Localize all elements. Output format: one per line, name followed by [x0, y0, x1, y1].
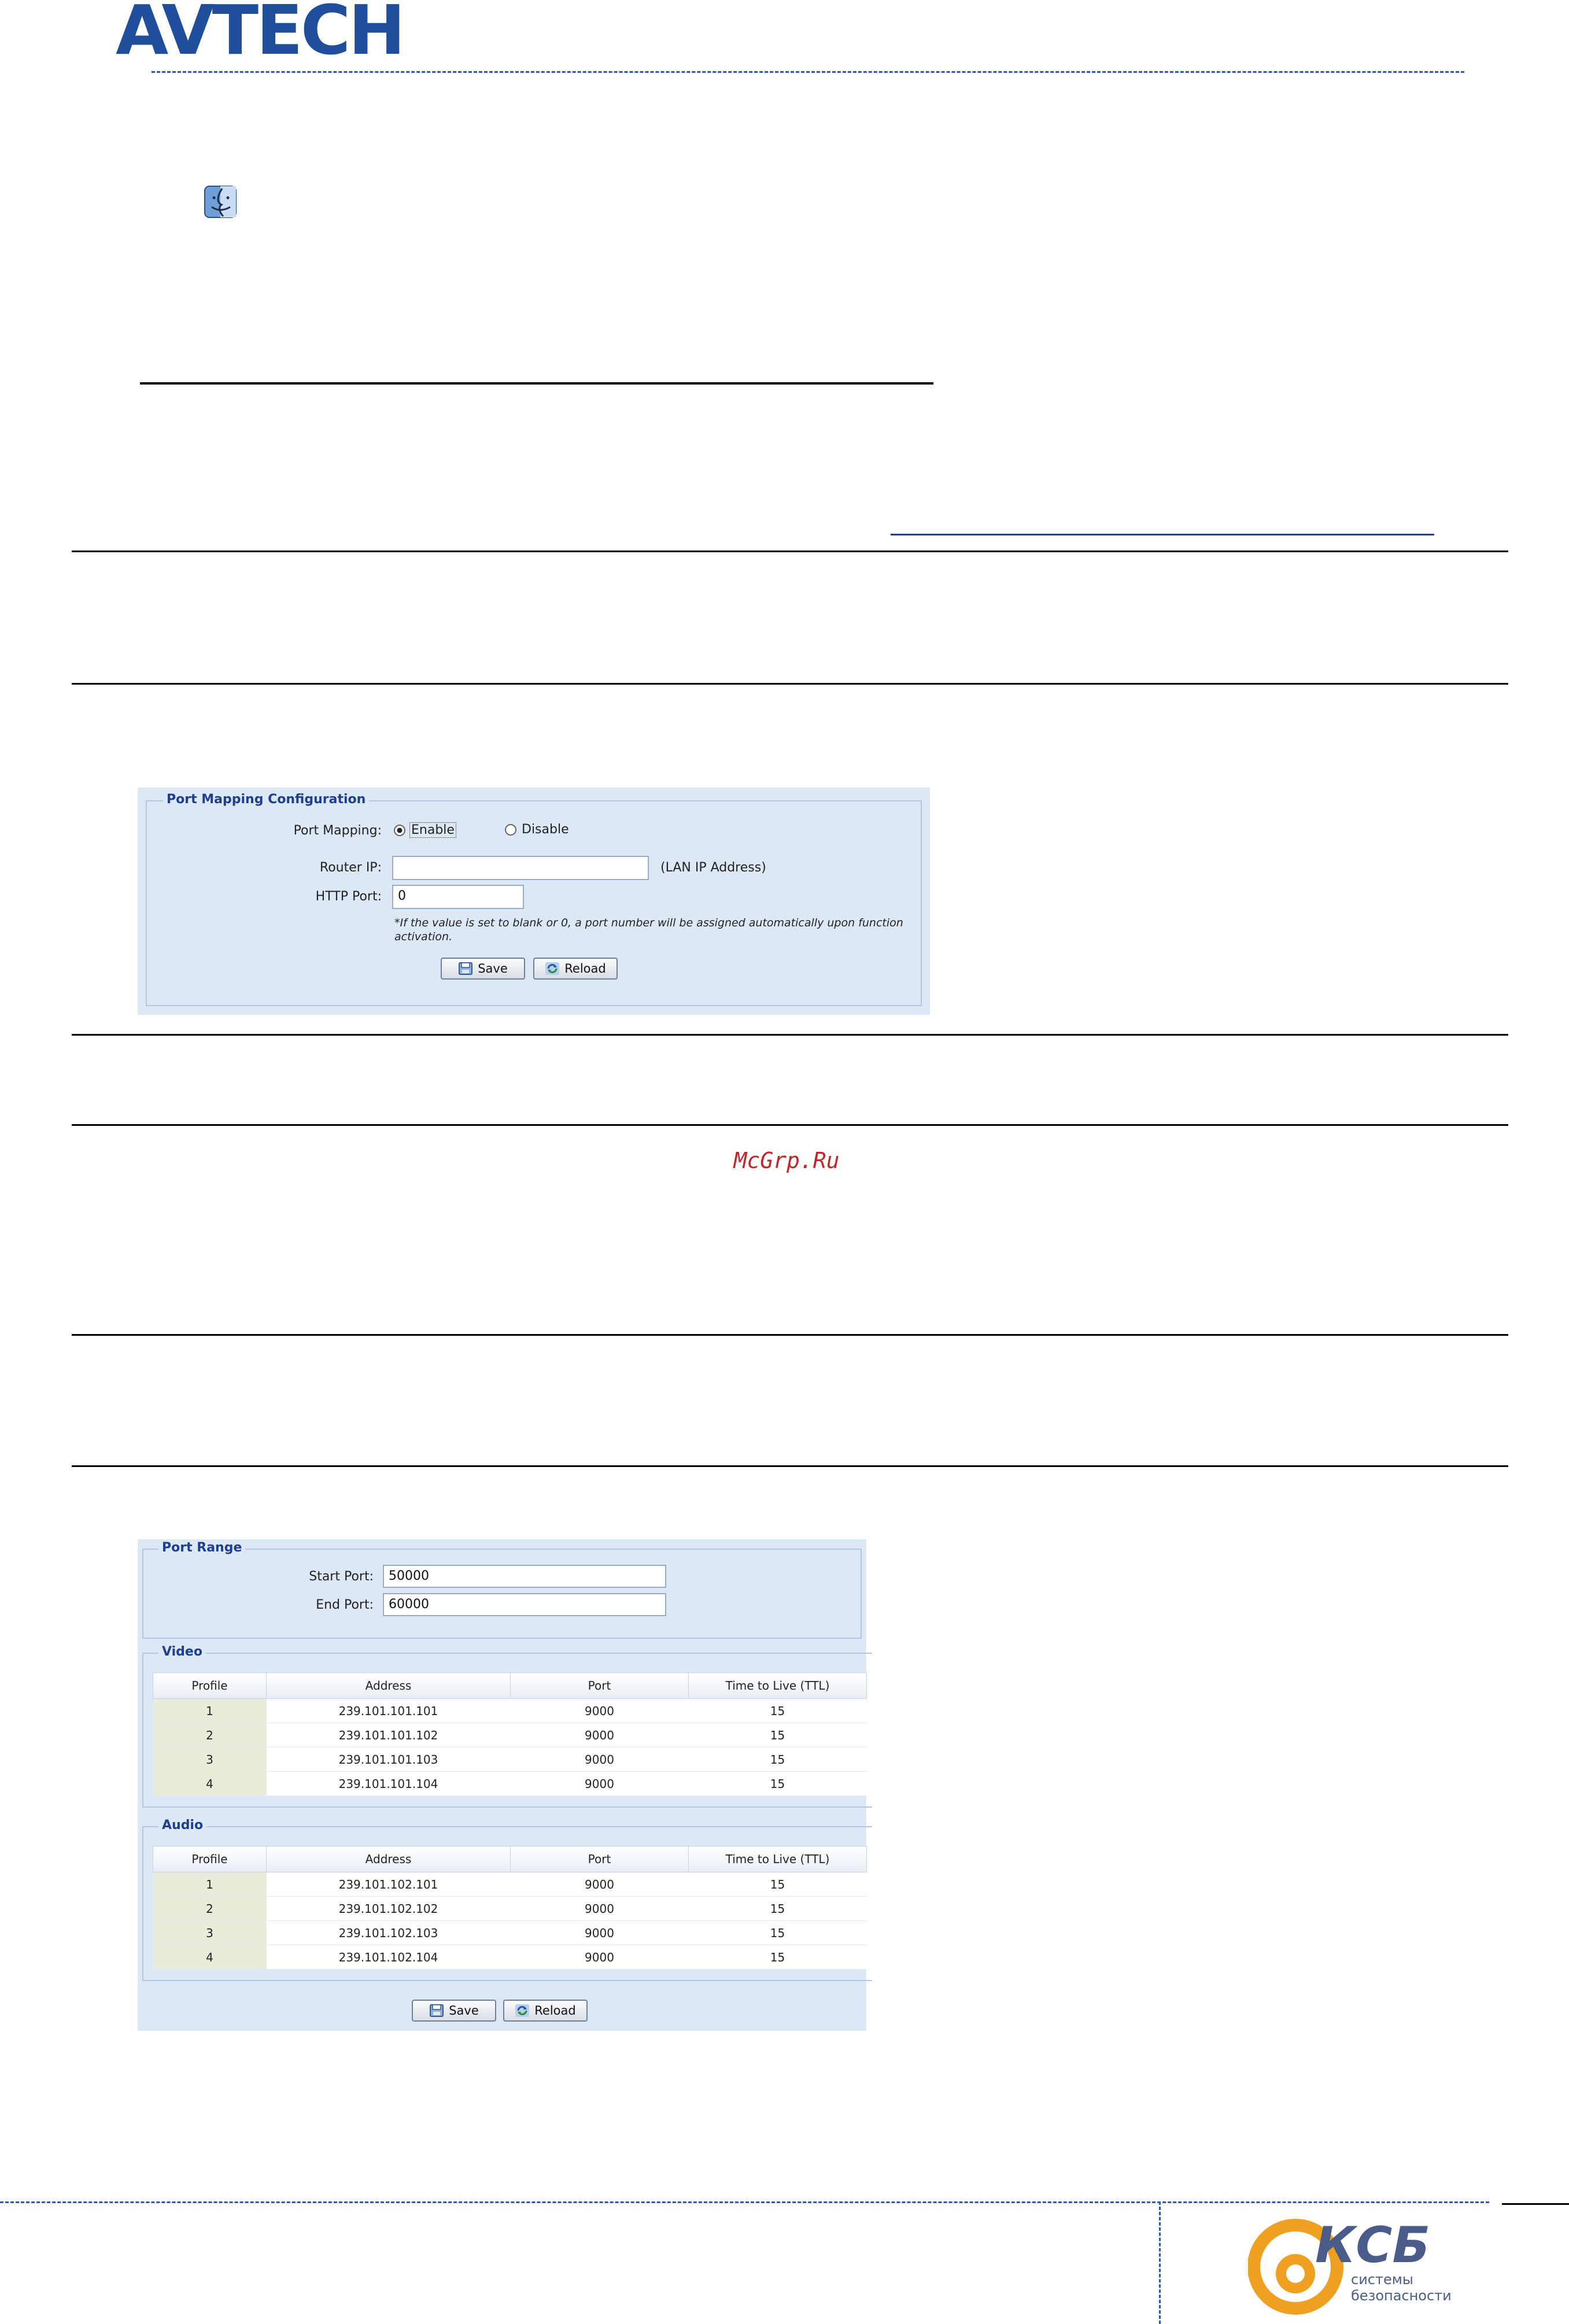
- enable-radio-dot-icon: [393, 824, 406, 837]
- ksb-logo-sub2: безопасности: [1351, 2288, 1452, 2304]
- header-dashed-divider: [152, 71, 1464, 73]
- multicast-save-button[interactable]: [412, 2000, 496, 2022]
- disable-radio[interactable]: [504, 822, 569, 837]
- section-underline: [140, 382, 933, 385]
- cell-ttl: 15: [689, 1747, 867, 1772]
- video-table: [153, 1672, 867, 1796]
- cell-address: 239.101.101.102: [267, 1723, 511, 1747]
- video-legend: Video: [158, 1645, 206, 1659]
- cell-port: 9000: [511, 1723, 689, 1747]
- cell-ttl: 15: [689, 1897, 867, 1921]
- cell-ttl: 15: [689, 1921, 867, 1945]
- audio-legend: Audio: [158, 1818, 206, 1832]
- cell-address: 239.101.101.101: [267, 1699, 511, 1723]
- cell-profile: 4: [153, 1945, 267, 1970]
- rule-1: [72, 550, 1508, 552]
- cell-port: 9000: [511, 1897, 689, 1921]
- end-port-input[interactable]: 60000: [383, 1593, 666, 1616]
- cell-address: 239.101.101.104: [267, 1772, 511, 1796]
- reload-arrows-icon: [545, 962, 560, 976]
- cell-ttl: 15: [689, 1699, 867, 1723]
- ksb-logo-sub1: системы: [1351, 2271, 1413, 2288]
- audio-col-profile: Profile: [153, 1846, 267, 1872]
- http-port-input[interactable]: 0: [392, 885, 524, 909]
- cell-ttl: 15: [689, 1772, 867, 1796]
- audio-col-ttl: Time to Live (TTL): [689, 1846, 867, 1872]
- cell-profile: 2: [153, 1723, 267, 1747]
- cell-address: 239.101.102.104: [267, 1945, 511, 1970]
- link-underline[interactable]: [891, 534, 1434, 535]
- mcgrp-watermark: McGrp.Ru: [733, 1148, 840, 1173]
- cell-profile: 3: [153, 1747, 267, 1772]
- cell-profile: 1: [153, 1699, 267, 1723]
- rule-4: [72, 1124, 1508, 1126]
- save-disk-icon: [429, 2004, 444, 2018]
- port-mapping-reload-label: Reload: [564, 962, 606, 976]
- rule-6: [72, 1465, 1508, 1467]
- footer-dashed-divider: [0, 2201, 1489, 2203]
- cell-profile: 2: [153, 1897, 267, 1921]
- rule-2: [72, 683, 1508, 685]
- http-port-note-line1: *If the value is set to blank or 0, a port number will be assigned automatically upon function: [394, 917, 903, 929]
- start-port-label: Start Port:: [309, 1569, 374, 1584]
- http-port-note-line2: activation.: [394, 930, 453, 943]
- enable-label: Enable: [409, 822, 456, 838]
- port-mapping-save-button[interactable]: [441, 958, 525, 980]
- rule-5: [72, 1334, 1508, 1336]
- cell-profile: 1: [153, 1872, 267, 1897]
- cell-port: 9000: [511, 1872, 689, 1897]
- port-mapping-reload-button[interactable]: [533, 958, 618, 980]
- cell-address: 239.101.102.102: [267, 1897, 511, 1921]
- cell-ttl: 15: [689, 1723, 867, 1747]
- table-row[interactable]: [153, 1945, 867, 1970]
- audio-col-port: Port: [511, 1846, 689, 1872]
- cell-port: 9000: [511, 1699, 689, 1723]
- audio-table: [153, 1846, 867, 1970]
- multicast-panel: [138, 1539, 866, 2031]
- cell-ttl: 15: [689, 1945, 867, 1970]
- cell-address: 239.101.102.101: [267, 1872, 511, 1897]
- footer-vertical-dashed-divider: [1159, 2201, 1161, 2324]
- port-mapping-save-label: Save: [478, 962, 508, 976]
- ksb-logo: [1248, 2214, 1456, 2315]
- mac-finder-icon: [202, 184, 238, 220]
- cell-address: 239.101.102.103: [267, 1921, 511, 1945]
- table-row[interactable]: [153, 1921, 867, 1945]
- video-col-address: Address: [267, 1673, 511, 1699]
- video-col-port: Port: [511, 1673, 689, 1699]
- enable-radio[interactable]: [393, 822, 456, 838]
- router-ip-label: Router IP:: [319, 860, 382, 875]
- port-mapping-label: Port Mapping:: [293, 823, 382, 838]
- cell-port: 9000: [511, 1772, 689, 1796]
- table-row[interactable]: [153, 1723, 867, 1747]
- cell-port: 9000: [511, 1945, 689, 1970]
- page-number-rule: [1502, 2203, 1569, 2205]
- video-col-profile: Profile: [153, 1673, 267, 1699]
- disable-label: Disable: [522, 822, 569, 837]
- table-row[interactable]: [153, 1897, 867, 1921]
- reload-arrows-icon: [515, 2004, 530, 2018]
- cell-profile: 3: [153, 1921, 267, 1945]
- port-range-legend: Port Range: [158, 1540, 245, 1555]
- port-mapping-legend: Port Mapping Configuration: [163, 792, 369, 807]
- cell-ttl: 15: [689, 1872, 867, 1897]
- table-row[interactable]: [153, 1747, 867, 1772]
- table-row[interactable]: [153, 1872, 867, 1897]
- start-port-input[interactable]: 50000: [383, 1565, 666, 1588]
- end-port-label: End Port:: [316, 1598, 374, 1612]
- ksb-logo-text: КСБ: [1315, 2216, 1430, 2274]
- avtech-logo: AVTECH: [116, 0, 404, 70]
- multicast-save-label: Save: [449, 2004, 479, 2018]
- multicast-reload-button[interactable]: [503, 2000, 588, 2022]
- cell-port: 9000: [511, 1747, 689, 1772]
- cell-profile: 4: [153, 1772, 267, 1796]
- http-port-label: HTTP Port:: [315, 889, 382, 904]
- rule-3: [72, 1034, 1508, 1036]
- table-row[interactable]: [153, 1699, 867, 1723]
- audio-col-address: Address: [267, 1846, 511, 1872]
- port-mapping-panel: [138, 788, 930, 1015]
- multicast-reload-label: Reload: [534, 2004, 576, 2018]
- table-row[interactable]: [153, 1772, 867, 1796]
- disable-radio-circle-icon: [504, 823, 517, 836]
- cell-address: 239.101.101.103: [267, 1747, 511, 1772]
- video-col-ttl: Time to Live (TTL): [689, 1673, 867, 1699]
- cell-port: 9000: [511, 1921, 689, 1945]
- router-ip-hint: (LAN IP Address): [660, 860, 766, 875]
- save-disk-icon: [458, 962, 473, 976]
- router-ip-input[interactable]: [392, 856, 649, 880]
